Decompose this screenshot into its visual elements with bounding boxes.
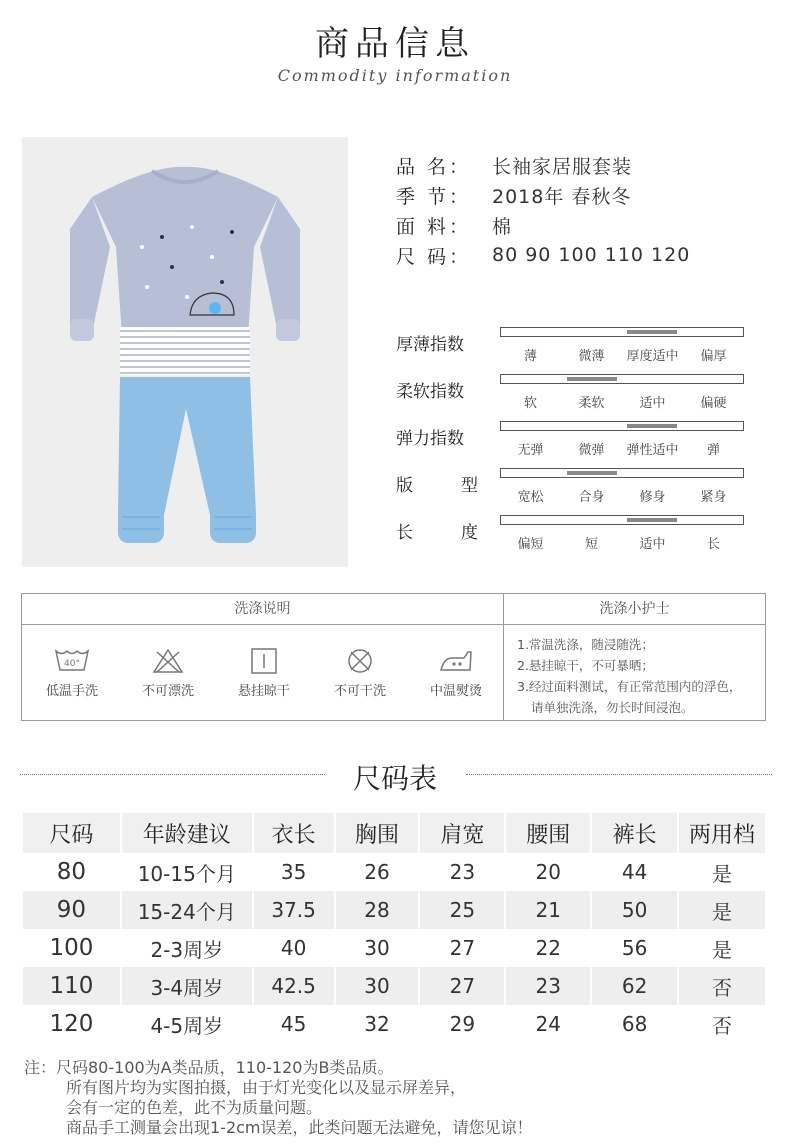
divider xyxy=(22,624,765,625)
page-title: 商品信息 xyxy=(315,24,475,64)
table-cell: 45 xyxy=(253,1005,335,1043)
table-cell: 28 xyxy=(335,891,420,929)
scale-option: 合身 xyxy=(578,490,605,505)
note-line: 商品手工测量会出现1-2cm误差，此类问题无法避免，请您见谅！ xyxy=(66,1118,533,1137)
wash-temp-label: 40° xyxy=(64,659,80,669)
care-label: 不可干洗 xyxy=(333,684,386,699)
care-label: 悬挂晾干 xyxy=(237,684,290,699)
note-line: 所有图片均为实图拍摄，由于灯光变化以及显示屏差异， xyxy=(66,1078,467,1097)
table-cell: 23 xyxy=(505,967,591,1005)
size-table xyxy=(23,813,767,1043)
table-cell: 42.5 xyxy=(253,967,335,1005)
scale-marker xyxy=(567,471,617,475)
table-header: 两用档 xyxy=(678,813,766,853)
scale-marker xyxy=(627,518,677,522)
table-row xyxy=(23,891,766,929)
table-cell: 21 xyxy=(505,891,591,929)
scale-bar xyxy=(500,374,744,384)
table-cell: 22 xyxy=(505,929,591,967)
table-cell: 110 xyxy=(23,967,121,1005)
wash-40-icon xyxy=(54,648,90,674)
scale-option: 修身 xyxy=(639,490,666,505)
info-row-season xyxy=(396,180,690,210)
table-cell: 30 xyxy=(335,967,420,1005)
table-cell: 24 xyxy=(505,1005,591,1043)
pants xyxy=(118,377,256,515)
scale-option: 偏厚 xyxy=(700,349,727,364)
scale-label-char: 长 xyxy=(396,523,413,543)
scale-option: 偏短 xyxy=(517,537,544,552)
table-cell: 2-3周岁 xyxy=(121,929,253,967)
table-cell: 否 xyxy=(678,967,766,1005)
no-bleach-icon xyxy=(150,648,186,674)
table-cell: 37.5 xyxy=(253,891,335,929)
table-cell: 90 xyxy=(23,891,121,929)
table-header: 衣长 xyxy=(253,813,335,853)
scale-option: 软 xyxy=(523,396,537,411)
product-photo xyxy=(22,137,348,567)
info-label: 季 节： xyxy=(396,185,472,208)
pajama-set-illustration xyxy=(22,137,348,567)
care-item xyxy=(310,648,410,699)
left-cuff xyxy=(70,319,94,341)
iron-medium-icon xyxy=(438,648,474,674)
scale-marker xyxy=(627,330,677,334)
table-row xyxy=(23,1005,766,1043)
tip-item: 请单独洗涤，勿长时间浸泡。 xyxy=(531,700,694,715)
tip-item: 3.经过面料测试，有正常范围内的浮色， xyxy=(517,679,742,694)
table-cell: 3-4周岁 xyxy=(121,967,253,1005)
wash-right-header: 洗涤小护士 xyxy=(599,601,670,617)
table-cell: 27 xyxy=(419,929,505,967)
care-label: 低温手洗 xyxy=(45,684,98,699)
scale-option: 适中 xyxy=(639,537,666,552)
table-cell: 35 xyxy=(253,853,335,891)
scale-option: 薄 xyxy=(523,349,537,364)
scale-label xyxy=(396,471,478,496)
scale-bar xyxy=(500,468,744,478)
scale-label-char: 度 xyxy=(461,523,478,543)
table-cell: 68 xyxy=(591,1005,678,1043)
table-cell: 否 xyxy=(678,1005,766,1043)
info-label: 品 名： xyxy=(396,155,472,178)
table-header: 腰围 xyxy=(505,813,591,853)
wash-tips xyxy=(517,634,762,718)
care-item xyxy=(22,648,122,699)
wash-left-header: 洗涤说明 xyxy=(234,601,291,617)
note-line: 会有一定的色差，此不为质量问题。 xyxy=(66,1098,323,1117)
info-label: 面 料： xyxy=(396,215,472,238)
shirt-body xyxy=(92,167,278,337)
scale-label-char: 型 xyxy=(461,476,478,496)
scale-option: 微薄 xyxy=(578,349,605,364)
care-item xyxy=(214,648,314,699)
note-line: 注：尺码80-100为A类品质，110-120为B类品质。 xyxy=(24,1058,394,1077)
scale-bar xyxy=(500,327,744,337)
scale-label: 厚薄指数 xyxy=(396,335,464,355)
info-row-size xyxy=(396,240,690,270)
table-cell: 40 xyxy=(253,929,335,967)
table-cell: 是 xyxy=(678,891,766,929)
hang-dry-icon xyxy=(246,648,282,674)
product-info xyxy=(396,150,690,270)
washing-instructions xyxy=(21,593,766,721)
page-subtitle: Commodity information xyxy=(277,66,513,85)
info-value: 2018年 春秋冬 xyxy=(492,185,632,208)
table-cell: 62 xyxy=(591,967,678,1005)
info-row-fabric xyxy=(396,210,690,240)
table-cell: 是 xyxy=(678,929,766,967)
info-value: 80 90 100 110 120 xyxy=(492,244,691,266)
scale-label-char: 版 xyxy=(396,476,413,496)
table-header: 尺码 xyxy=(23,813,121,853)
table-cell: 15-24个月 xyxy=(121,891,253,929)
scale-label xyxy=(396,518,478,543)
no-dry-clean-icon xyxy=(342,648,378,674)
care-label: 中温熨烫 xyxy=(429,684,482,699)
table-row xyxy=(23,929,766,967)
scale-option: 宽松 xyxy=(517,490,544,505)
table-row xyxy=(23,967,766,1005)
table-cell: 44 xyxy=(591,853,678,891)
striped-band xyxy=(120,327,250,375)
scale-option: 厚度适中 xyxy=(626,349,679,364)
table-cell: 56 xyxy=(591,929,678,967)
right-cuff xyxy=(276,319,300,341)
scale-option: 柔软 xyxy=(578,396,605,411)
table-cell: 20 xyxy=(505,853,591,891)
table-cell: 120 xyxy=(23,1005,121,1043)
right-ankle-cuff xyxy=(210,507,256,543)
table-cell: 100 xyxy=(23,929,121,967)
scale-marker xyxy=(567,377,617,381)
table-cell: 25 xyxy=(419,891,505,929)
table-cell: 80 xyxy=(23,853,121,891)
table-cell: 50 xyxy=(591,891,678,929)
table-cell: 是 xyxy=(678,853,766,891)
table-cell: 27 xyxy=(419,967,505,1005)
table-cell: 4-5周岁 xyxy=(121,1005,253,1043)
scale-option: 偏硬 xyxy=(700,396,727,411)
table-cell: 10-15个月 xyxy=(121,853,253,891)
table-cell: 23 xyxy=(419,853,505,891)
table-header: 年龄建议 xyxy=(121,813,253,853)
scale-option: 短 xyxy=(584,537,598,552)
scale-option: 适中 xyxy=(639,396,666,411)
table-header-row xyxy=(23,813,766,853)
scale-bar xyxy=(500,421,744,431)
scale-option: 紧身 xyxy=(700,490,727,505)
table-header: 裤长 xyxy=(591,813,678,853)
tip-item: 2.悬挂晾干，不可暴晒； xyxy=(517,658,654,673)
tip-item: 1.常温洗涤，随浸随洗； xyxy=(517,637,654,652)
info-value: 棉 xyxy=(492,215,513,238)
table-cell: 32 xyxy=(335,1005,420,1043)
scale-label: 柔软指数 xyxy=(396,382,464,402)
scale-option: 微弹 xyxy=(578,443,605,458)
size-chart-title: 尺码表 xyxy=(352,762,437,795)
table-cell: 29 xyxy=(419,1005,505,1043)
table-cell: 26 xyxy=(335,853,420,891)
care-item xyxy=(406,648,506,699)
care-item xyxy=(118,648,218,699)
table-row xyxy=(23,853,766,891)
table-header: 肩宽 xyxy=(419,813,505,853)
table-cell: 30 xyxy=(335,929,420,967)
footnotes xyxy=(24,1058,533,1138)
left-ankle-cuff xyxy=(118,507,164,543)
table-header: 胸围 xyxy=(335,813,420,853)
scale-label: 弹力指数 xyxy=(396,429,464,449)
scale-option: 弹 xyxy=(706,443,720,458)
scale-bar xyxy=(500,515,744,525)
care-label: 不可漂洗 xyxy=(141,684,194,699)
scale-option: 无弹 xyxy=(517,443,544,458)
info-label: 尺 码： xyxy=(396,245,472,268)
scale-option: 弹性适中 xyxy=(626,443,679,458)
scale-marker xyxy=(627,424,677,428)
info-row-name xyxy=(396,150,690,180)
info-value: 长袖家居服套装 xyxy=(492,155,633,178)
scale-option: 长 xyxy=(706,537,720,552)
